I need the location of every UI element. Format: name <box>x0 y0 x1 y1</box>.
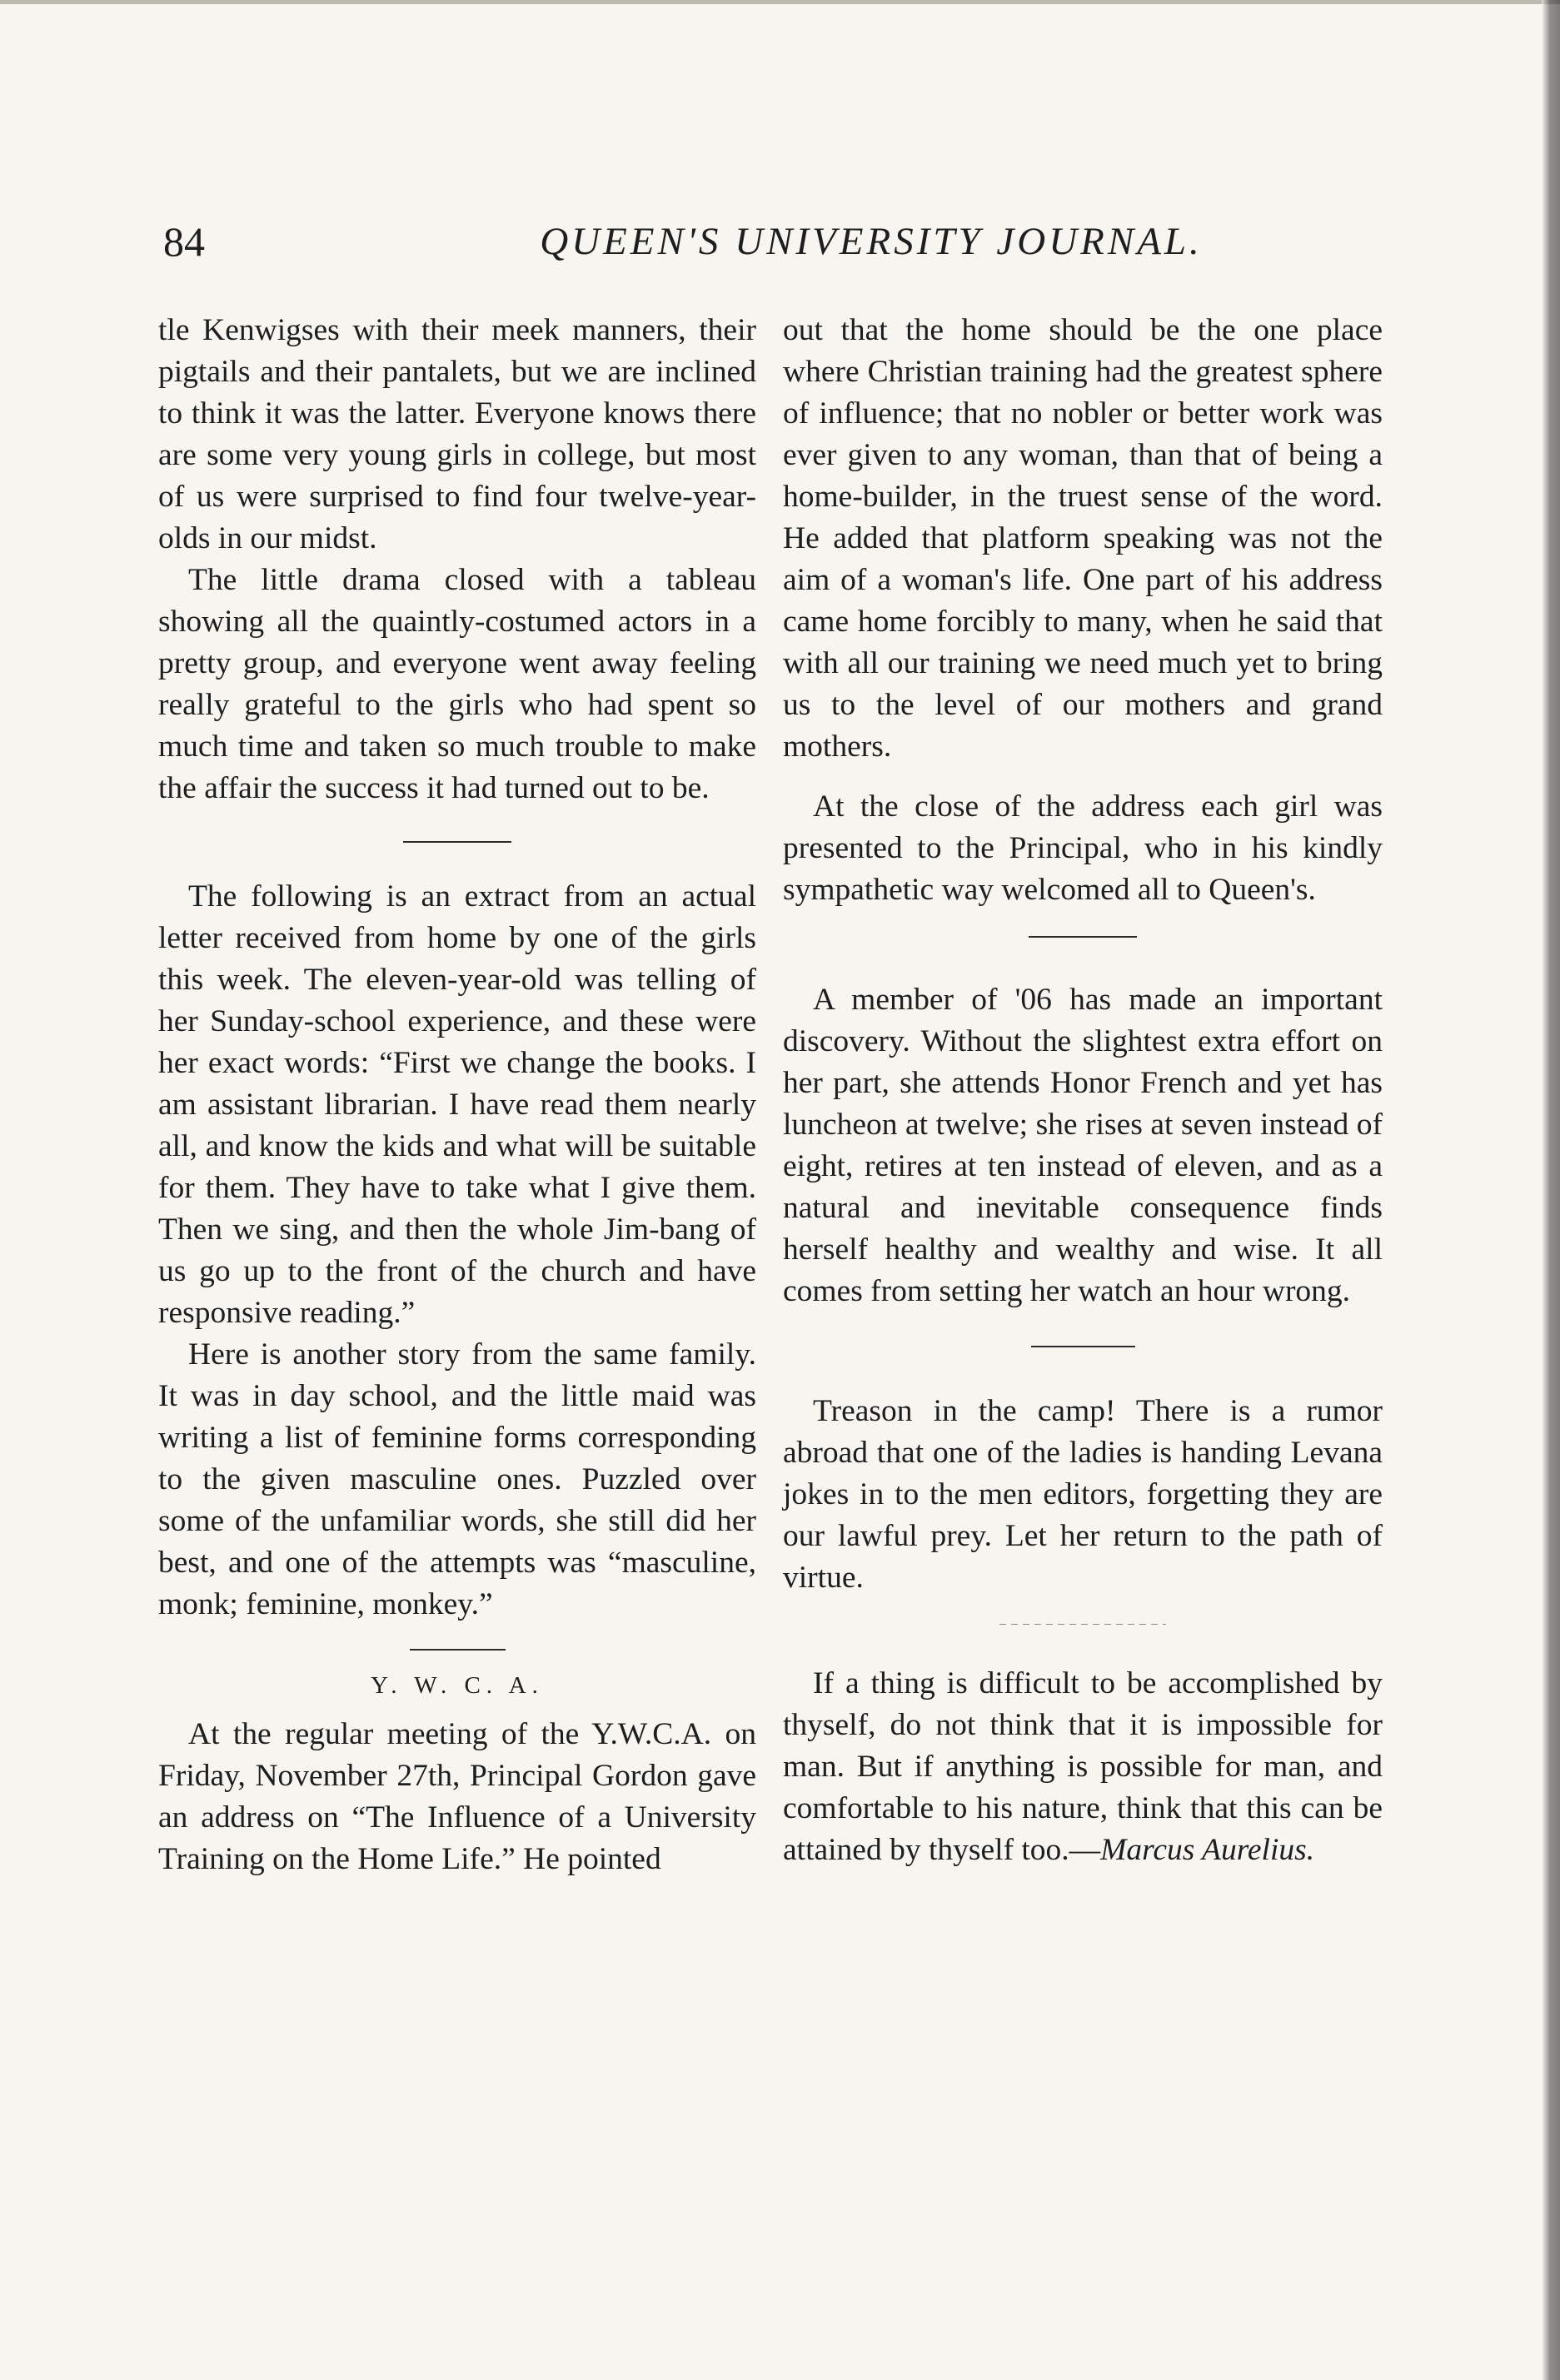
paragraph-ywca-meeting: At the regular meeting of the Y.W.C.A. on Friday, November 27th, Principal Gordon gave an address on “The Influence of a University Training on the Home Life.” He pointed <box>158 1717 756 1876</box>
paragraph-letter-extract: The following is an extract from an actual letter received from home by one of the girls this week. The eleven-year-old was telling of her Sunday-school experience, and these were her exact words: “First we change the books. I am assistant librarian. I have read them nearly all, and know the kids and what will be suitable for them. They have to take what I give them. Then we sing, and then the whole Jim-bang of us go up to the front of the church and have responsive reading.” <box>158 879 756 1330</box>
section-divider <box>1029 936 1137 938</box>
top-edge-rule <box>0 0 1560 4</box>
journal-title: QUEEN'S UNIVERSITY JOURNAL. <box>540 220 1203 263</box>
section-divider <box>403 841 511 843</box>
quote-attribution: Marcus Aurelius. <box>1100 1833 1315 1867</box>
ywca-heading: Y. W. C. A. <box>371 1672 544 1699</box>
paragraph-another-story: Here is another story from the same family. It was in day school, and the little maid was writing a list of feminine forms corresponding to the given masculine ones. Puzzled over some of the unfamiliar words, she still did her best, and one of the attempts was “masculine, monk; feminine, monkey.” <box>158 1337 756 1621</box>
page-header <box>163 217 1413 283</box>
quote-text: If a thing is difficult to be accomplished by thyself, do not think that it is impossible for man. But if anything is possible for man, and comfortable to his nature, think that this can be attained by thyself too.— <box>783 1666 1383 1867</box>
section-divider <box>410 1649 506 1651</box>
paragraph-home-training: out that the home should be the one place where Christian training had the greatest sphere of influence; that no nobler or better work was ever given to any woman, than that of being a home-builder, in the truest sense of the word. He added that platform speaking was not the aim of a woman's life. One part of his address came home forcibly to many, when he said that with all our training we need much yet to bring us to the level of our mothers and grand mothers. <box>783 313 1383 764</box>
paragraph-drama-closed: The little drama closed with a tableau showing all the quaintly-costumed actors in a pretty group, and everyone went away feeling really grateful to the girls who had spent so much time and taken so much trouble to make the affair the success it had turned out to be. <box>158 563 756 805</box>
faint-divider <box>999 1624 1166 1625</box>
page-number: 84 <box>163 218 205 265</box>
paragraph-kenwigses: tle Kenwigses with their meek manners, their pigtails and their pantalets, but we are inclined to think it was the latter. Everyone knows there are some very young girls in college, but most of us were surprised to find four twelve-year-olds in our midst. <box>158 313 756 555</box>
paragraph-close-of-address: At the close of the address each girl was presented to the Principal, who in his kindly sympathetic way welcomed all to Queen's. <box>783 789 1383 907</box>
section-divider <box>1031 1346 1135 1347</box>
paragraph-marcus-aurelius-quote <box>783 1663 1383 1871</box>
paragraph-member-06: A member of '06 has made an important discovery. Without the slightest extra effort on her part, she attends Honor French and yet has luncheon at twelve; she rises at seven instead of eight, retires at ten instead of eleven, and as a natural and inevitable consequence finds herself healthy and wealthy and wise. It all comes from setting her watch an hour wrong. <box>783 983 1383 1308</box>
paragraph-treason: Treason in the camp! There is a rumor abroad that one of the ladies is handing Levana jokes in to the men editors, forgetting they are our lawful prey. Let her return to the path of virtue. <box>783 1394 1383 1595</box>
right-column <box>783 310 1383 1871</box>
binding-shadow <box>1542 0 1560 2380</box>
left-column <box>158 310 756 1880</box>
